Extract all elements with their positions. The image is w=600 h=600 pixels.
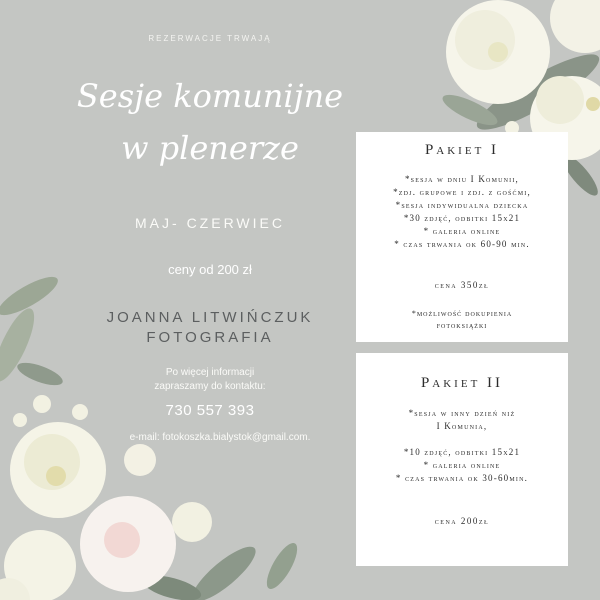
package-1-feature: *30 zdjęć, odbitki 15x21 [403,213,521,223]
package-1-feature: *sesja indywidualna dziecka [395,200,529,210]
package-1-note-line-1: *możliwość dokupienia [411,309,513,318]
package-1-title: Pakiet I [424,142,500,158]
package-1-note [356,308,568,332]
package-1-feature: * galeria online [423,226,501,236]
package-2-feature: I Komunia, [436,421,488,431]
contact-invite [110,366,310,394]
contact-line-1: Po więcej informacji [165,367,255,378]
package-2-title: Pakiet II [420,375,504,391]
package-2-feature: *10 zdjęć, odbitki 15x21 [403,447,521,457]
photographer-name-line-1: JOANNA LITWIŃCZUK [106,309,314,326]
email-address[interactable]: e-mail: fotokoszka.bialystok@gmail.com. [129,432,311,443]
package-1-feature: *zdj. grupowe i zdj. z gośćmi, [393,187,531,197]
package-1-note-line-2: fotoksiążki [436,321,488,330]
package-2-price: cena 200zł [434,516,490,526]
price-from: ceny od 200 zł [168,262,252,277]
session-dates: MAJ- CZERWIEC [135,215,285,231]
photographer-name-line-2: FOTOGRAFIA [146,329,274,346]
title-line-1: Sesje komunijne [76,77,344,115]
reservations-label: REZERWACJE TRWAJĄ [148,34,272,43]
package-1-features [356,173,568,251]
phone-number[interactable]: 730 557 393 [165,402,255,419]
package-1-feature: * czas trwania ok 60-90 min. [394,239,530,249]
title-line-2: w plenerze [121,129,299,167]
package-1-card [356,132,568,342]
package-2-feature: *sesja w inny dzień niż [408,408,516,418]
package-2-feature: * czas trwania ok 30-60min. [395,473,529,483]
package-1-feature: *sesja w dniu I Komunii, [404,174,520,184]
package-2-card [356,353,568,566]
package-2-features [356,407,568,485]
package-1-price: cena 350zł [434,280,490,290]
page-title [60,70,360,174]
package-2-feature: * galeria online [423,460,501,470]
photographer-name [60,308,360,348]
contact-line-2: zapraszamy do kontaktu: [154,381,266,392]
